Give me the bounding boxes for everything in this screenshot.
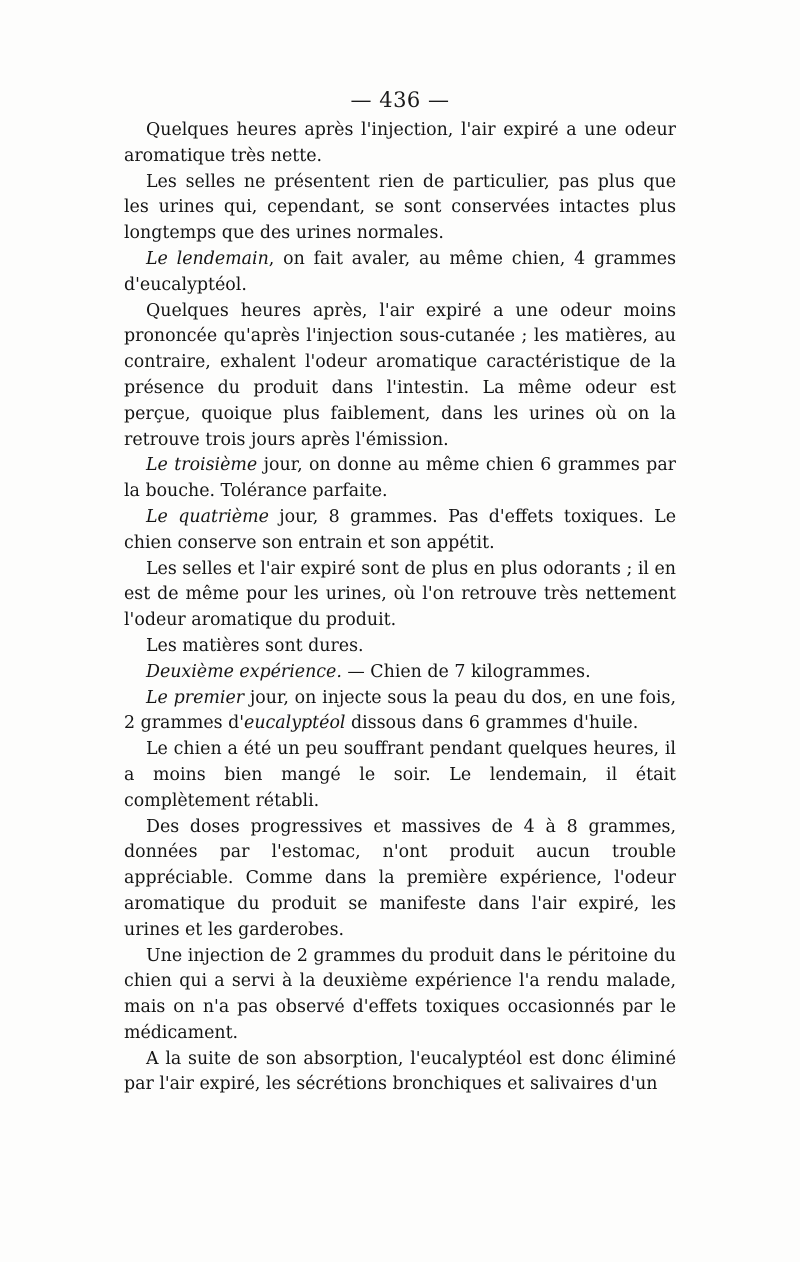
paragraph: A la suite de son absorption, l'eucalyptéol est donc éliminé par l'air expiré, les sécrétions bronchiques et salivaires d'un: [124, 1048, 676, 1095]
body-text: [124, 118, 676, 1098]
paragraph: Le chien a été un peu souffrant pendant quelques heures, il a moins bien mangé le soir. Le lendemain, il était complètement rétabli.: [124, 739, 676, 811]
paragraph: Le quatrième jour, 8 grammes. Pas d'effets toxiques. Le chien conserve son entrain et son appétit.: [124, 506, 677, 553]
paragraph: Le premier jour, on injecte sous la peau du dos, en une fois, 2 grammes d'eucalyptéol dissous dans 6 grammes d'huile.: [124, 687, 676, 734]
italic-lead: Le quatrième: [146, 506, 269, 527]
paragraph: Le troisième jour, on donne au même chien 6 grammes par la bouche. Tolérance parfaite.: [124, 455, 676, 502]
paragraph: Le lendemain, on fait avaler, au même chien, 4 grammes d'eucalyptéol.: [124, 248, 676, 295]
page-number: — 436 —: [350, 88, 450, 112]
paragraph: Les matières sont dures.: [146, 635, 364, 656]
paragraph: Une injection de 2 grammes du produit dans le péritoine du chien qui a servi à la deuxième expérience l'a rendu malade, mais on n'a pas observé d'effets toxiques occasionnés par le médicament.: [124, 945, 676, 1043]
paragraph: Quelques heures après, l'air expiré a une odeur moins prononcée qu'après l'injection sous-cutanée ; les matières, au contraire, exhalent l'odeur aromatique caractéristique de la présence du produit dans l'intestin. La même odeur est perçue, quoique plus faiblement, dans les urines où on la retrouve trois jours après l'émission.: [124, 300, 676, 450]
italic-lead: Deuxième expérience.: [146, 661, 342, 682]
section-heading: Deuxième expérience. — Chien de 7 kilogrammes.: [146, 661, 591, 682]
paragraph: Les selles et l'air expiré sont de plus en plus odorants ; il en est de même pour les urines, où l'on retrouve très nettement l'odeur aromatique du produit.: [124, 558, 676, 631]
paragraph: Quelques heures après l'injection, l'air expiré a une odeur aromatique très nette.: [124, 120, 676, 166]
italic-lead: Le lendemain: [146, 248, 269, 269]
italic-lead: Le premier: [146, 687, 245, 708]
italic-term: eucalyptéol: [244, 713, 346, 734]
italic-lead: Le troisième: [146, 455, 258, 476]
paragraph: Des doses progressives et massives de 4 à 8 grammes, données par l'estomac, n'ont produit aucun trouble appréciable. Comme dans la première expérience, l'odeur aromatique du produit se manifeste dans l'air expiré, les urines et les garderobes.: [124, 816, 676, 940]
paragraph: Les selles ne présentent rien de particulier, pas plus que les urines qui, cependant, se sont conservées intactes plus longtemps que des urines normales.: [124, 171, 676, 244]
